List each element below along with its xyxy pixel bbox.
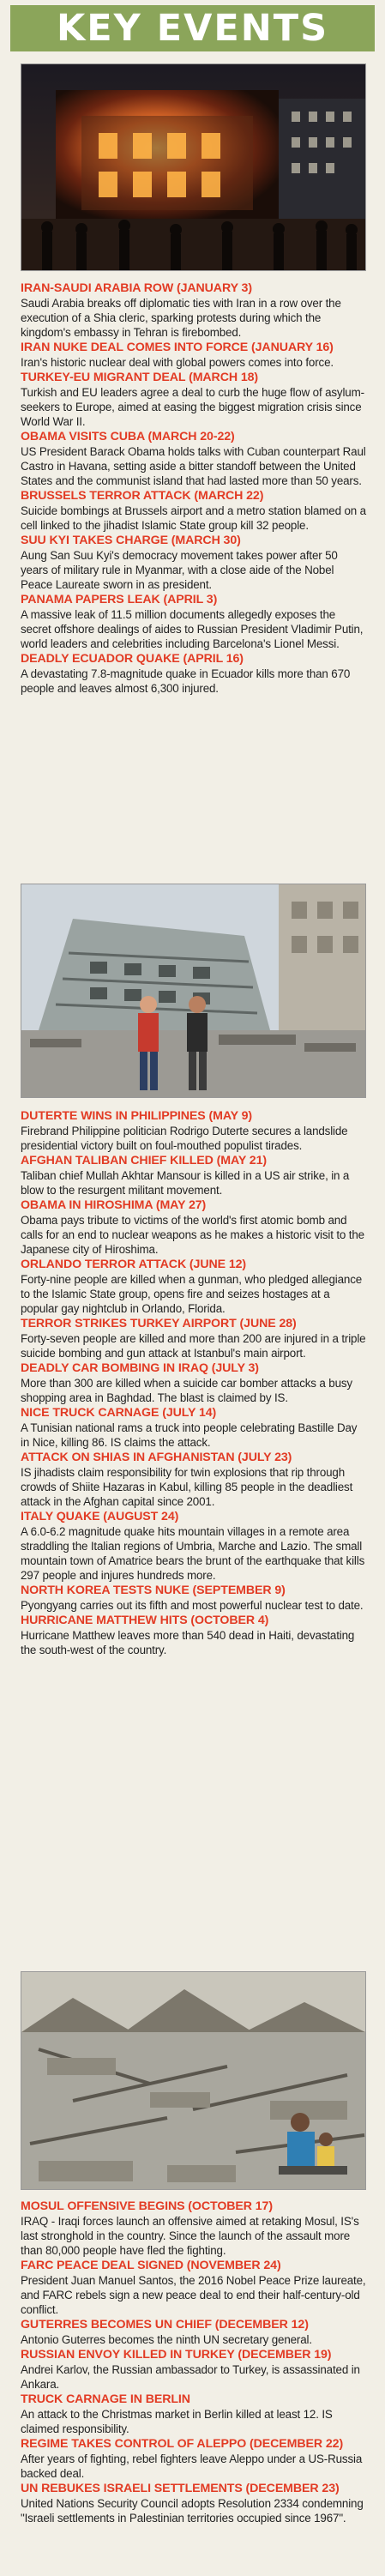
event-body: Hurricane Matthew leaves more than 540 dead in Haiti, devastating the south-west of the country. <box>21 1629 355 1656</box>
event-headline: ATTACK ON SHIAS IN AFGHANISTAN (JULY 23) <box>21 1451 292 1464</box>
key-events-banner <box>10 5 375 51</box>
collapsed-building-photo <box>21 884 366 1098</box>
collapsed-building-image <box>21 884 365 1097</box>
event-item <box>21 430 367 488</box>
event-item <box>21 489 367 533</box>
event-body: After years of fighting, rebel fighters leave Aleppo under a US-Russia backed deal. <box>21 2452 363 2480</box>
event-headline: DEADLY ECUADOR QUAKE (APRIL 16) <box>21 652 244 666</box>
event-item <box>21 1406 367 1450</box>
event-body: Turkish and EU leaders agree a deal to curb the huge flow of asylum-seekers to Europe, aimed at easing the biggest migration crisis since World War II. <box>21 386 364 428</box>
event-headline: SUU KYI TAKES CHARGE (MARCH 30) <box>21 534 241 547</box>
event-body: United Nations Security Council adopts Resolution 2334 condemning "Israeli settlements in Palestinian territories occupied since 1967". <box>21 2497 364 2525</box>
event-item <box>21 1154 367 1198</box>
event-body: Pyongyang carries out its fifth and most powerful nuclear test to date. <box>21 1599 364 1612</box>
event-item <box>21 1198 367 1257</box>
event-headline: REGIME TAKES CONTROL OF ALEPPO (DECEMBER 22) <box>21 2437 344 2451</box>
event-body: Iran's historic nuclear deal with global powers comes into force. <box>21 356 334 369</box>
event-item <box>21 1109 367 1153</box>
event-body: President Juan Manuel Santos, the 2016 Nobel Peace Prize laureate, and FARC rebels sign a new peace deal to end their half-century-old conflict. <box>21 2274 366 2316</box>
burning-embassy-image <box>21 64 365 270</box>
event-item <box>21 1584 367 1613</box>
event-headline: TRUCK CARNAGE IN BERLIN <box>21 2392 190 2406</box>
event-body: An attack to the Christmas market in Berlin killed at least 12. IS claimed responsibility. <box>21 2408 333 2435</box>
event-body: IRAQ - Iraqi forces launch an offensive aimed at retaking Mosul, IS's last stronghold in the country. Since the launch of the assault more than 80,000 people have fled the fighting. <box>21 2215 359 2257</box>
event-headline: IRAN-SAUDI ARABIA ROW (JANUARY 3) <box>21 281 252 295</box>
event-body: Taliban chief Mullah Akhtar Mansour is killed in a US air strike, in a blow to the resurgent militant movement. <box>21 1169 350 1197</box>
event-item <box>21 2348 367 2392</box>
event-item <box>21 2199 367 2258</box>
event-item <box>21 281 367 340</box>
hurricane-damage-image <box>21 1972 365 2189</box>
event-item <box>21 652 367 696</box>
event-body: Aung San Suu Kyi's democracy movement takes power after 50 years of military rule in Myanmar, with a close aide of the Nobel Peace Laureate sworn in as president. <box>21 549 338 591</box>
event-headline: DEADLY CAR BOMBING IN IRAQ (JULY 3) <box>21 1361 259 1375</box>
event-item <box>21 2437 367 2481</box>
event-body: A 6.0-6.2 magnitude quake hits mountain villages in a remote area straddling the Italian regions of Umbria, Marche and Lazio. The small mountain town of Amatrice bears the brunt of the earthquake that kills 297 people and injures hundreds more. <box>21 1525 365 1582</box>
event-headline: NORTH KOREA TESTS NUKE (SEPTEMBER 9) <box>21 1584 286 1597</box>
event-body: Andrei Karlov, the Russian ambassador to Turkey, is assassinated in Ankara. <box>21 2363 360 2391</box>
event-headline: HURRICANE MATTHEW HITS (OCTOBER 4) <box>21 1614 269 1627</box>
event-body: Obama pays tribute to victims of the world's first atomic bomb and calls for an end to nuclear weapons as he makes a historic visit to the Japanese city of Hiroshima. <box>21 1214 364 1256</box>
event-item <box>21 2392 367 2436</box>
event-headline: FARC PEACE DEAL SIGNED (NOVEMBER 24) <box>21 2259 281 2272</box>
event-headline: AFGHAN TALIBAN CHIEF KILLED (MAY 21) <box>21 1154 267 1167</box>
event-body: US President Barack Obama holds talks with Cuban counterpart Raul Castro in Havana, setting aside a bitter standoff between the United States and the communist island that had lasted more than 50 years. <box>21 445 366 487</box>
event-headline: PANAMA PAPERS LEAK (APRIL 3) <box>21 593 218 606</box>
event-item <box>21 2259 367 2317</box>
event-item <box>21 593 367 651</box>
event-item <box>21 1361 367 1405</box>
event-body: Forty-seven people are killed and more than 200 are injured in a triple suicide bombing and gun attack at Istanbul's main airport. <box>21 1332 366 1360</box>
event-headline: TERROR STRIKES TURKEY AIRPORT (JUNE 28) <box>21 1317 297 1330</box>
event-item <box>21 2482 367 2525</box>
event-body: IS jihadists claim responsibility for twin explosions that rip through crowds of Shiite Hazaras in Kabul, killing 85 people in the deadliest attack in the Afghan capital since 2001. <box>21 1466 353 1508</box>
event-body: A Tunisian national rams a truck into people celebrating Bastille Day in Nice, killing 86. IS claims the attack. <box>21 1421 358 1449</box>
events-section-2 <box>21 1109 367 1658</box>
event-item <box>21 1317 367 1360</box>
event-item <box>21 1614 367 1657</box>
event-item <box>21 534 367 592</box>
event-headline: ORLANDO TERROR ATTACK (JUNE 12) <box>21 1258 247 1271</box>
event-headline: NICE TRUCK CARNAGE (JULY 14) <box>21 1406 217 1420</box>
event-body: A devastating 7.8-magnitude quake in Ecuador kills more than 670 people and leaves almost 6,300 injured. <box>21 667 351 695</box>
event-body: Forty-nine people are killed when a gunman, who pledged allegiance to the Islamic State group, opens fire and seizes hostages at a popular gay nightclub in Orlando, Florida. <box>21 1273 363 1315</box>
event-headline: GUTERRES BECOMES UN CHIEF (DECEMBER 12) <box>21 2318 309 2332</box>
event-headline: TURKEY-EU MIGRANT DEAL (MARCH 18) <box>21 371 259 384</box>
event-body: Saudi Arabia breaks off diplomatic ties with Iran in a row over the execution of a Shia cleric, sparking protests during which the kingdom's embassy in Tehran is firebombed. <box>21 297 341 339</box>
event-body: A massive leak of 11.5 million documents allegedly exposes the secret offshore dealings of aides to Russian President Vladimir Putin, world leaders and celebrities including Barcelona's Lionel Messi. <box>21 608 364 650</box>
burning-embassy-photo <box>21 63 366 271</box>
event-headline: BRUSSELS TERROR ATTACK (MARCH 22) <box>21 489 264 503</box>
banner-title: KEY EVENTS <box>56 7 329 50</box>
event-headline: MOSUL OFFENSIVE BEGINS (OCTOBER 17) <box>21 2199 273 2213</box>
event-body: More than 300 are killed when a suicide car bomber attacks a busy shopping area in Baghdad. The blast is claimed by IS. <box>21 1377 352 1404</box>
event-body: Antonio Guterres becomes the ninth UN secretary general. <box>21 2333 312 2346</box>
event-headline: ITALY QUAKE (AUGUST 24) <box>21 1510 179 1523</box>
event-body: Firebrand Philippine politician Rodrigo Duterte secures a landslide presidential victory built on foul-mouthed populist tirades. <box>21 1125 348 1152</box>
event-headline: RUSSIAN ENVOY KILLED IN TURKEY (DECEMBER 19) <box>21 2348 332 2362</box>
events-section-1 <box>21 281 367 697</box>
event-item <box>21 341 367 370</box>
event-headline: OBAMA VISITS CUBA (MARCH 20-22) <box>21 430 235 443</box>
event-body: Suicide bombings at Brussels airport and a metro station blamed on a cell linked to the jihadist Islamic State group kill 32 people. <box>21 504 366 532</box>
event-headline: DUTERTE WINS IN PHILIPPINES (MAY 9) <box>21 1109 253 1123</box>
event-headline: UN REBUKES ISRAELI SETTLEMENTS (DECEMBER 23) <box>21 2482 340 2495</box>
event-headline: OBAMA IN HIROSHIMA (MAY 27) <box>21 1198 207 1212</box>
event-item <box>21 1258 367 1316</box>
events-section-3 <box>21 2199 367 2526</box>
hurricane-damage-photo <box>21 1971 366 2190</box>
event-headline: IRAN NUKE DEAL COMES INTO FORCE (JANUARY 16) <box>21 341 334 354</box>
event-item <box>21 1510 367 1583</box>
event-item <box>21 1451 367 1509</box>
event-item <box>21 371 367 429</box>
event-item <box>21 2318 367 2347</box>
